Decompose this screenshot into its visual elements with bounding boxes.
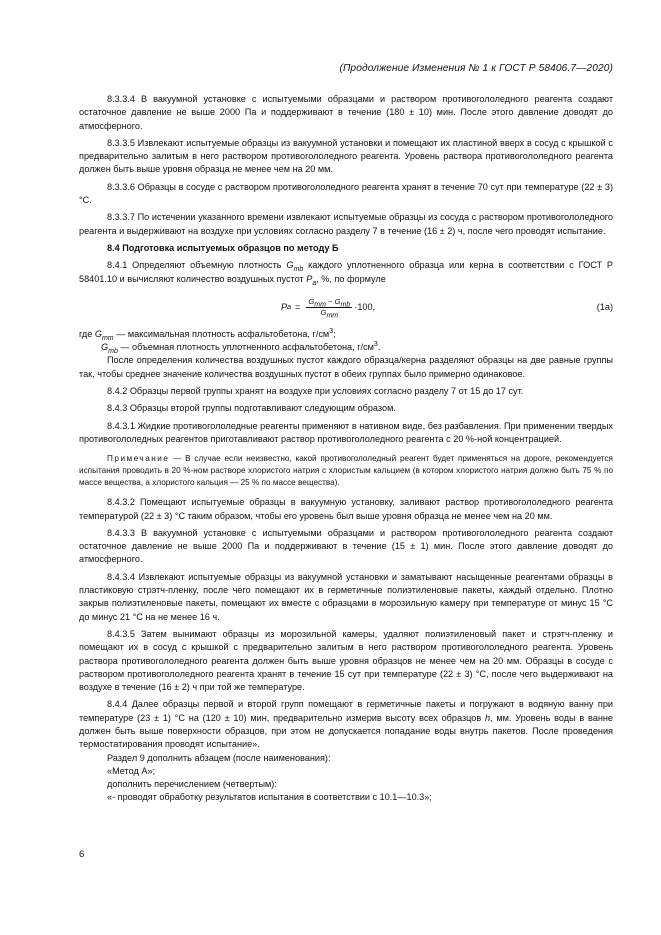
page-number: 6 [79,849,85,860]
legend-gmm: где $G_{mm}$ — максимальная плотность асфальтобетона, $г/см^3$; [79,327,336,342]
paragraph-8-4-3-5: 8.4.3.5 Затем вынимают образцы из морозильной камеры, удаляют полиэтиленовый пакет и стрэтч-пленку и помещают их в сосуд с крышкой с предварительно залитым в него раствором противогололедного реагента. Уровень раствора противогололедного реагента должен быть выше уровня образцов не менее чем на 20 мм. Образцы в сосуде с раствором противогололедного реагента хранят в течение 15 сут при температуре (22 ± 3) °С, после чего выдерживают на воздухе в течение (16 ± 2) ч при той же температуре. [79,628,613,693]
formula-number: (1а) [596,301,613,312]
amendment-line-4: «- проводят обработку результатов испытания в соответствии с 10.1—10.3»; [107,792,432,803]
note-label: Примечание [107,454,170,464]
paragraph-8-3-3-5: 8.3.3.5 Извлекают испытуемые образцы из вакуумной установки и помещают их пластиной вверх в сосуд с крышкой с предварительно залитым в него раствором противогололедного реагента. Уровень раствора противогололедного реагента должен быть выше уровня образца не менее чем на 20 мм. [79,137,613,175]
formula-fraction [306,297,352,318]
paragraph-8-4-3: 8.4.3 Образцы второй группы подготавливают следующим образом. [107,403,396,414]
amendment-line-2: «Метод А»; [107,765,156,776]
formula-1a [79,292,613,324]
paragraph-8-4-2: 8.4.2 Образцы первой группы хранят на воздухе при условиях согласно разделу 7 от 15 до 17 сут. [107,386,524,397]
fraction-denominator: $G_{mm}$ [320,308,339,320]
paragraph-8-3-3-7: 8.3.3.7 По истечении указанного времени извлекают испытуемые образцы из сосуда с раствором противогололедного реагента и выдерживают на воздухе при условиях согласно разделу 7 в течение (16 ± 2) ч, после чего проводят испытание. [79,212,613,236]
legend-gmb: $G_{mb}$ — объемная плотность уплотненного асфальтобетона, $г/см^3$. [101,341,381,355]
paragraph-8-4-3-1: 8.4.3.1 Жидкие противогололедные реагенты применяют в нативном виде, без разбавления. При применении твердых противогололедных реагентов приготавливают раствор противогололедного реагента с 20 %-ной концентрацией. [79,420,613,444]
note: Примечание — В случае если неизвестно, какой противогололедный реагент будет применяться на дороге, рекомендуется испытания проводить в 20 %-ном растворе хлористого натрия с хлористым кальцием (в котором хлористого натрия должно быть 75 % по массе вещества, а хлористого кальция — 25 % по массе вещества). [79,454,613,488]
page-header: (Продолжение Изменения № 1 к ГОСТ Р 58406.7—2020) [339,63,613,74]
amendment-line-1: Раздел 9 дополнить абзацем (после наименования): [107,752,331,763]
section-heading-8-4: 8.4 Подготовка испытуемых образцов по методу Б [107,242,339,253]
fraction-numerator: $G_{mm} - G_{mb}$ [308,297,351,309]
paragraph-8-4-3-4: 8.4.3.4 Извлекают испытуемые образцы из вакуумной установки и заматывают насыщенные реагентами образцы в пластиковую стрэтч-пленку, после чего помещают их в герметичные полиэтиленовые пакеты, каждый отдельно. Плотно закрыв полиэтиленовые пакеты, помещают их вместе с образцами в морозильную камеру при температуре от минус 15 °С до минус 21 °С на не менее 16 ч. [79,571,613,622]
paragraph-groups: После определения количества воздушных пустот каждого образца/керна разделяют образцы на две равные группы так, чтобы среднее значение количества воздушных пустот в обеих группах было примерно одинаковое. [79,355,613,379]
amendment-line-3: дополнить перечислением (четвертым): [107,779,277,790]
paragraph-8-4-3-2: 8.4.3.2 Помещают испытуемые образцы в вакуумную установку, заливают раствор противогололедного реагента температурой (22 ± 3) °С таким образом, чтобы его уровень был выше уровня образца не менее чем на 20 мм. [79,497,613,521]
paragraph-8-4-4: 8.4.4 Далее образцы первой и второй групп помещают в герметичные пакеты и погружают в водяную ванну при температуре (23 ± 1) °С на (120 ± 10) мин, предварительно измерив высоту всех образцов h, мм. Уровень воды в ванне должен быть выше поверхности образцов, при этом не допускается попадание воды внутрь пакетов. После проведения термостатирования проводят испытание». [79,699,614,750]
paragraph-8-4-1: 8.4.1 Определяют объемную плотность $G_{mb}$ каждого уплотненного образца или керна в соответствии с ГОСТ Р 58401.10 и вычисляют количество воздушных пустот $P_a$, %, по формуле [79,260,614,287]
formula-expression: P a = $\frac{G_{mm} - G_{mb}}{G_{mm}}$ ·100, [281,297,376,320]
paragraph-8-4-3-3: 8.4.3.3 В вакуумной установке с испытуемыми образцами и раствором противогололедного реагента создают остаточное давление не выше 2000 Па и поддерживают в течение (15 ± 1) мин. После этого давление доводят до атмосферного. [79,527,613,565]
paragraph-8-3-3-6: 8.3.3.6 Образцы в сосуде с раствором противогололедного реагента хранят в течение 70 сут при температуре (22 ± 3) °С. [79,181,613,206]
paragraph-8-3-3-4: 8.3.3.4 В вакуумной установке с испытуемыми образцами и раствором противогололедного реагента создают остаточное давление не выше 2000 Па и поддерживают в течение (180 ± 10) мин. После этого давление доводят до атмосферного. [79,94,613,131]
document-body [79,93,613,805]
